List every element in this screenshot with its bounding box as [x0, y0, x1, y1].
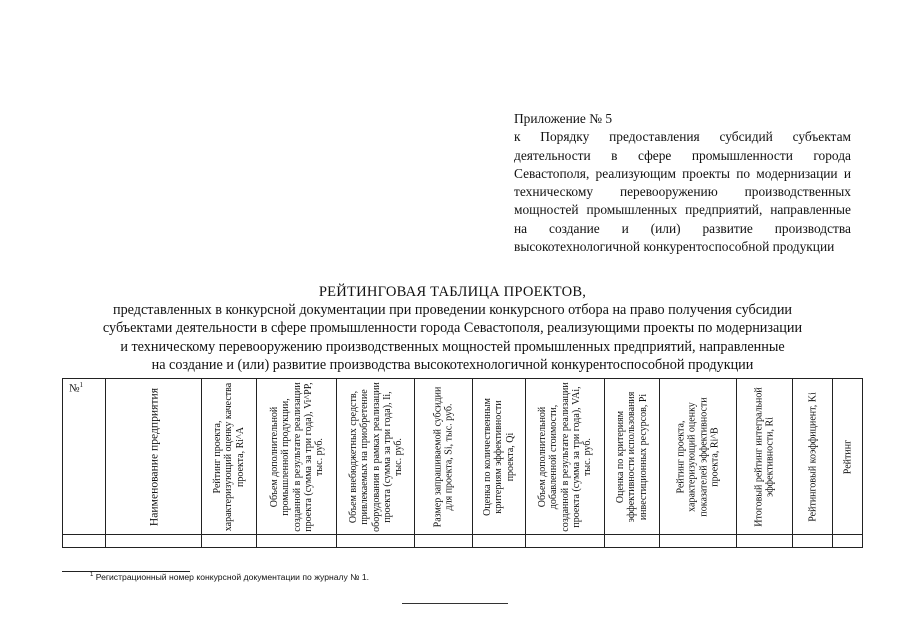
header-cell	[737, 379, 793, 535]
header-label: Объем дополнительной добавленной стоимости, созданной в результате реализации проекта (сумма за три года), VAi, тыс. руб.	[536, 381, 593, 532]
table-cell	[660, 535, 737, 548]
header-label: Оценка по критериям эффективности использования инвестиционных ресурсов, Pi	[615, 391, 649, 522]
table-cell	[106, 535, 202, 548]
table-cell	[605, 535, 660, 548]
header-cell	[793, 379, 833, 535]
table-cell	[737, 535, 793, 548]
table-cell	[257, 535, 337, 548]
header-cell	[833, 379, 863, 535]
table-header-row	[63, 379, 863, 535]
header-label: Оценка по количественным критериям эффективности проекта, Qi	[482, 397, 516, 516]
title-main: РЕЙТИНГОВАЯ ТАБЛИЦА ПРОЕКТОВ,	[318, 284, 587, 300]
table-cell	[63, 535, 106, 548]
appendix-number: Приложение № 5	[514, 111, 613, 126]
header-cell	[337, 379, 415, 535]
header-cell	[605, 379, 660, 535]
footnote	[90, 572, 369, 582]
header-label: Рейтинг проекта, характеризующий оценку показателей эффективности проекта, Ri^B	[675, 396, 721, 517]
header-cell	[257, 379, 337, 535]
table-cell	[202, 535, 257, 548]
header-label: Рейтинг проекта, характеризующий оценку качества проекта, Ri^A	[212, 382, 246, 531]
header-cell	[106, 379, 202, 535]
appendix-text: к Порядку предоставления субсидий субъектам деятельности в сфере промышленности города Севастополя, реализующим проекты по модернизации и техническому перевооружению производственных мощностей промышленных предприятий, направленные на создание и (или) развитие производства высокотехнологичной конкурентоспособной продукции	[514, 129, 851, 255]
footnote-mark: 1	[90, 572, 94, 579]
table-cell	[526, 535, 605, 548]
header-cell	[473, 379, 526, 535]
header-label: Размер запрашиваемой субсидии для проекта, Si, тыс. руб.	[432, 386, 455, 527]
table-cell	[473, 535, 526, 548]
header-label: Рейтинговый коэффициент, Ki	[806, 391, 818, 522]
header-label: Рейтинг	[841, 439, 853, 474]
table-cell	[793, 535, 833, 548]
header-label: Объем дополнительной промышленной продукции, созданной в результате реализации проекта (сумма за три года), Vi^PP, тыс. руб.	[268, 381, 325, 532]
page-divider	[402, 603, 508, 604]
table-cell	[337, 535, 415, 548]
rating-table	[62, 378, 863, 548]
title-subtitle-line: представленных в конкурсной документации при проведении конкурсного отбора на право получения субсидии	[112, 302, 792, 319]
document-title	[40, 283, 865, 374]
header-cell	[202, 379, 257, 535]
title-subtitle-line: на создание и (или) развитие производства высокотехнологичной конкурентоспособной продукции	[151, 356, 754, 373]
footnote-mark: 1	[79, 381, 83, 389]
header-cell	[415, 379, 473, 535]
header-cell-number	[63, 379, 106, 535]
table-cell	[833, 535, 863, 548]
header-label: Объем внебюджетных средств, привлекаемых на приобретение оборудования в рамках реализации проекта (сумма за три года), Ii, тыс. руб.	[347, 381, 404, 532]
appendix-block	[514, 110, 851, 256]
header-label: Наименование предприятия	[147, 387, 160, 526]
title-subtitle-line: субъектами деятельности в сфере промышленности города Севастополя, реализующими проекты по модернизации	[102, 320, 803, 337]
title-subtitle-line: и техническому перевооружению производственных мощностей промышленных предприятий, направленные	[120, 338, 785, 355]
header-cell	[660, 379, 737, 535]
header-label: Итоговый рейтинг интегральной эффективности, Ri	[753, 386, 776, 527]
footnote-text: Регистрационный номер конкурсной документации по журналу № 1.	[95, 572, 370, 582]
header-cell	[526, 379, 605, 535]
header-label: №	[69, 382, 80, 395]
table-cell	[415, 535, 473, 548]
table-row	[63, 535, 863, 548]
